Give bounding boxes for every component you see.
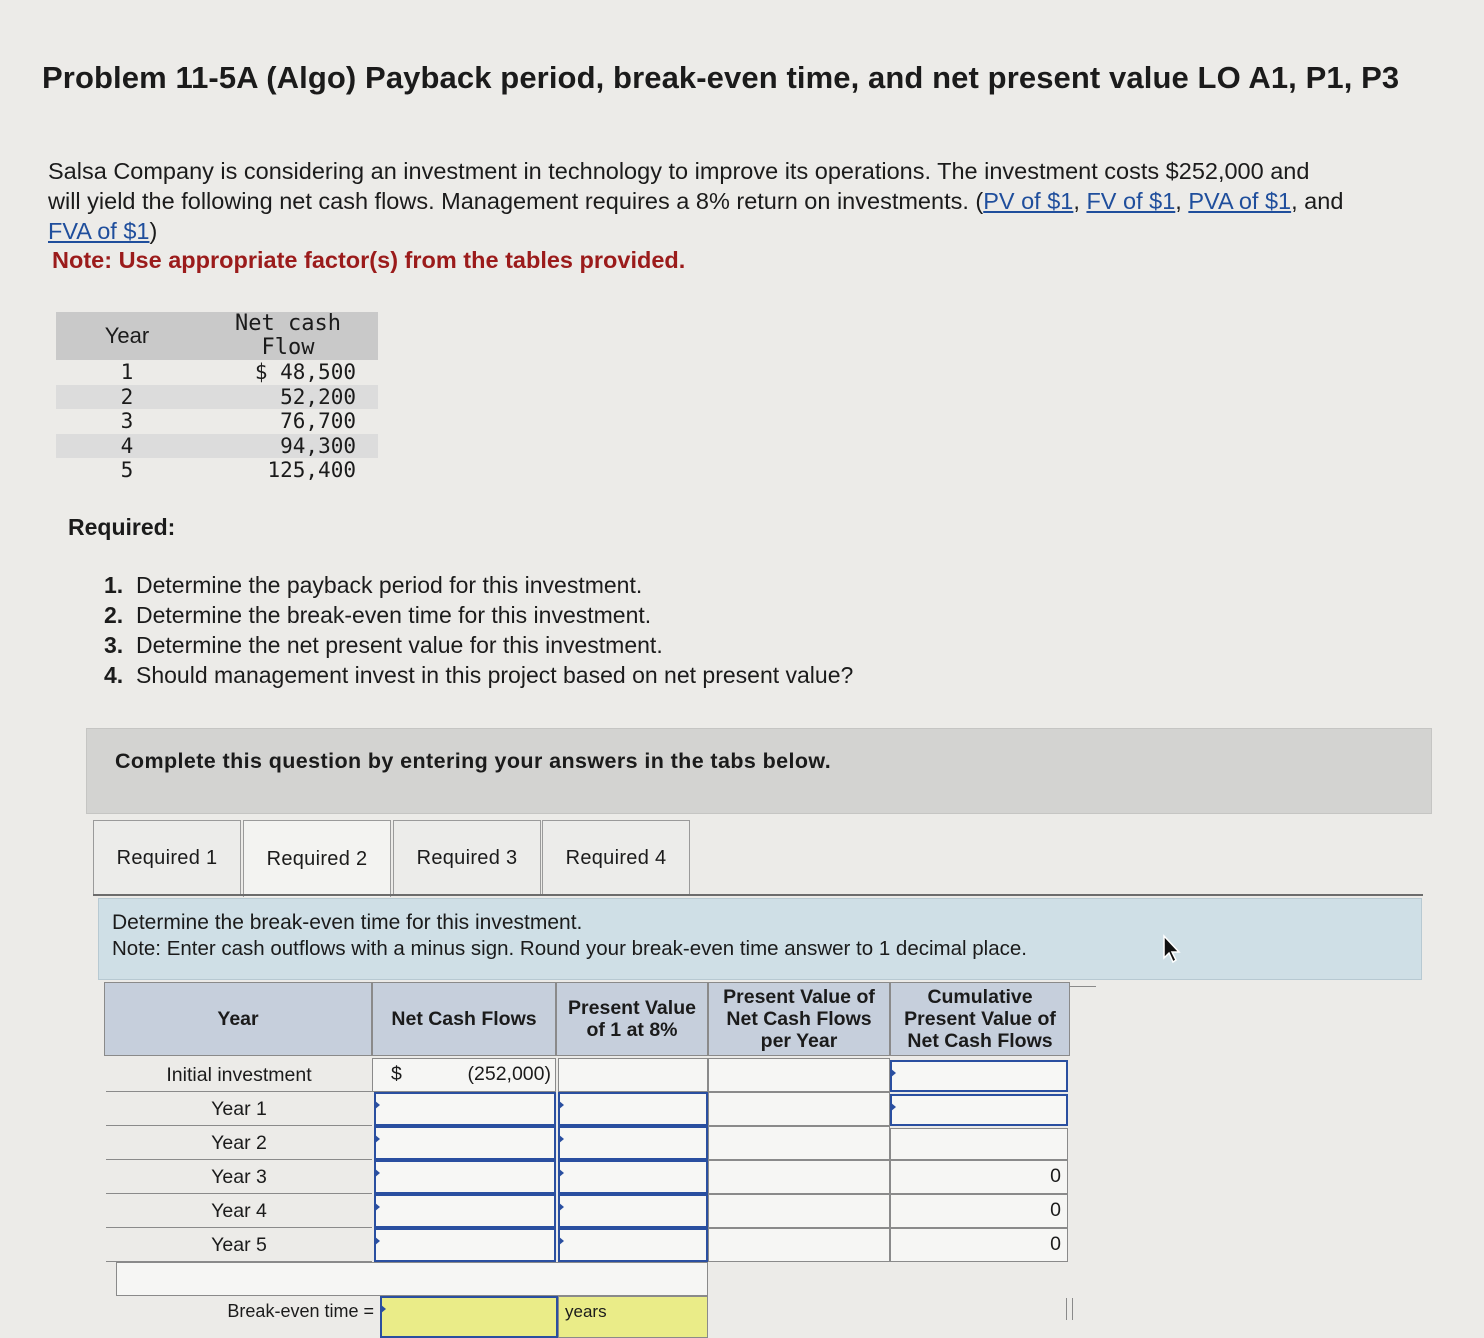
panel-note: Note: Enter cash outflows with a minus sign. Round your break-even time answer to 1 decimal place. <box>112 937 1027 960</box>
net-cash-initial-investment: $ (252,000) <box>372 1058 556 1092</box>
factor-note: Note: Use appropriate factor(s) from the tables provided. <box>52 247 686 273</box>
panel-question: Determine the break-even time for this investment. <box>112 911 583 934</box>
given-year: 1 <box>120 360 134 384</box>
given-value: 52,200 <box>198 385 378 410</box>
given-col-year: Year <box>56 312 198 360</box>
pv-factor-input-year-4[interactable] <box>558 1194 708 1228</box>
break-even-time-input[interactable] <box>380 1296 558 1338</box>
cumulative-input-year-1[interactable] <box>890 1094 1068 1126</box>
cumulative-year-5: 0 <box>890 1228 1068 1262</box>
col-header-net-cash-flows: Net Cash Flows <box>372 982 556 1056</box>
link-fv-of-1[interactable]: FV of $1 <box>1086 188 1176 214</box>
given-year: 5 <box>120 458 134 482</box>
close-paren: ) <box>149 218 158 244</box>
net-cash-input-year-1[interactable] <box>374 1092 556 1126</box>
row-label-initial-investment: Initial investment <box>106 1058 372 1092</box>
tab-required-1[interactable]: Required 1 <box>93 820 241 895</box>
given-year: 2 <box>56 385 198 410</box>
question-panel <box>98 898 1422 980</box>
tab-divider <box>93 894 1423 896</box>
problem-intro: Salsa Company is considering an investment in technology to improve its operations. The investment costs $252,000 and will yield the following net cash flows. Management requires a 8% return on investments. (PV of $1, FV of $1, PVA of $1, and FVA of $1) <box>48 158 1344 244</box>
intro-line-1: Salsa Company is considering an investment in technology to improve its operations. The investment costs $252,000 and <box>48 158 1310 184</box>
col-header-cumulative: Cumulative Present Value of Net Cash Flows <box>890 982 1070 1056</box>
problem-title: Problem 11-5A (Algo) Payback period, break-even time, and net present value LO A1, P1, P3 <box>42 60 1400 95</box>
grid-edge <box>1066 1298 1067 1320</box>
row-label-year-1: Year 1 <box>106 1092 372 1126</box>
pv-factor-input-year-3[interactable] <box>558 1160 708 1194</box>
given-value: 94,300 <box>198 434 378 459</box>
row-label-year-5: Year 5 <box>106 1228 372 1262</box>
break-even-unit: years <box>558 1296 708 1338</box>
required-item: 1. Determine the payback period for this investment. <box>104 572 643 598</box>
break-even-label: Break-even time = <box>227 1301 374 1321</box>
pv-per-year-1 <box>708 1092 890 1126</box>
tab-required-4[interactable]: Required 4 <box>542 820 690 895</box>
break-even-table <box>100 982 1096 1338</box>
net-cash-input-year-2[interactable] <box>374 1126 556 1160</box>
pv-factor-input-year-5[interactable] <box>558 1228 708 1262</box>
mouse-pointer-icon <box>1160 934 1184 964</box>
instruction-text: Complete this question by entering your answers in the tabs below. <box>115 749 832 773</box>
instruction-bar <box>86 728 1432 814</box>
pv-per-year-2 <box>708 1126 890 1160</box>
tab-required-2[interactable]: Required 2 <box>243 820 391 897</box>
pv-factor-input-year-1[interactable] <box>558 1092 708 1126</box>
grid-edge <box>1070 986 1096 987</box>
cumulative-input-initial[interactable] <box>890 1060 1068 1092</box>
row-label-year-4: Year 4 <box>106 1194 372 1228</box>
given-year: 3 <box>120 409 134 433</box>
net-cash-input-year-3[interactable] <box>374 1160 556 1194</box>
pv-per-year-5 <box>708 1228 890 1262</box>
pv-factor-initial <box>558 1058 708 1092</box>
given-year: 4 <box>56 434 198 459</box>
required-label: Required: <box>68 514 176 540</box>
and-text: , and <box>1291 188 1344 214</box>
cumulative-year-4: 0 <box>890 1194 1068 1228</box>
required-item: 2. Determine the break-even time for this investment. <box>104 602 652 628</box>
net-cash-input-year-5[interactable] <box>374 1228 556 1262</box>
link-pva-of-1[interactable]: PVA of $1 <box>1188 188 1292 214</box>
intro-line-2: will yield the following net cash flows. Management requires a 8% return on investments. ( <box>48 188 984 214</box>
given-cash-flow-table <box>56 312 378 483</box>
link-pv-of-1[interactable]: PV of $1 <box>983 188 1074 214</box>
pv-per-year-4 <box>708 1194 890 1228</box>
col-header-pv-per-year: Present Value of Net Cash Flows per Year <box>708 982 890 1056</box>
col-header-year: Year <box>104 982 372 1056</box>
given-value: $ 48,500 <box>254 360 356 384</box>
required-list <box>104 570 853 690</box>
given-value: 125,400 <box>267 458 356 482</box>
col-header-pv-factor: Present Value of 1 at 8% <box>556 982 708 1056</box>
cumulative-year-3: 0 <box>890 1160 1068 1194</box>
given-col-cash: Net cash Flow <box>198 312 378 360</box>
row-label-year-3: Year 3 <box>106 1160 372 1194</box>
row-label-year-2: Year 2 <box>106 1126 372 1160</box>
separator-row <box>116 1262 708 1296</box>
pv-per-year-initial <box>708 1058 890 1092</box>
required-item: 4. Should management invest in this project based on net present value? <box>104 662 854 688</box>
grid-edge <box>1072 1298 1073 1320</box>
given-value: 76,700 <box>280 409 356 433</box>
link-fva-of-1[interactable]: FVA of $1 <box>48 218 150 244</box>
cumulative-year-2 <box>890 1128 1068 1160</box>
tab-required-3[interactable]: Required 3 <box>393 820 541 895</box>
pv-per-year-3 <box>708 1160 890 1194</box>
net-cash-input-year-4[interactable] <box>374 1194 556 1228</box>
pv-factor-input-year-2[interactable] <box>558 1126 708 1160</box>
required-item: 3. Determine the net present value for this investment. <box>104 632 663 658</box>
